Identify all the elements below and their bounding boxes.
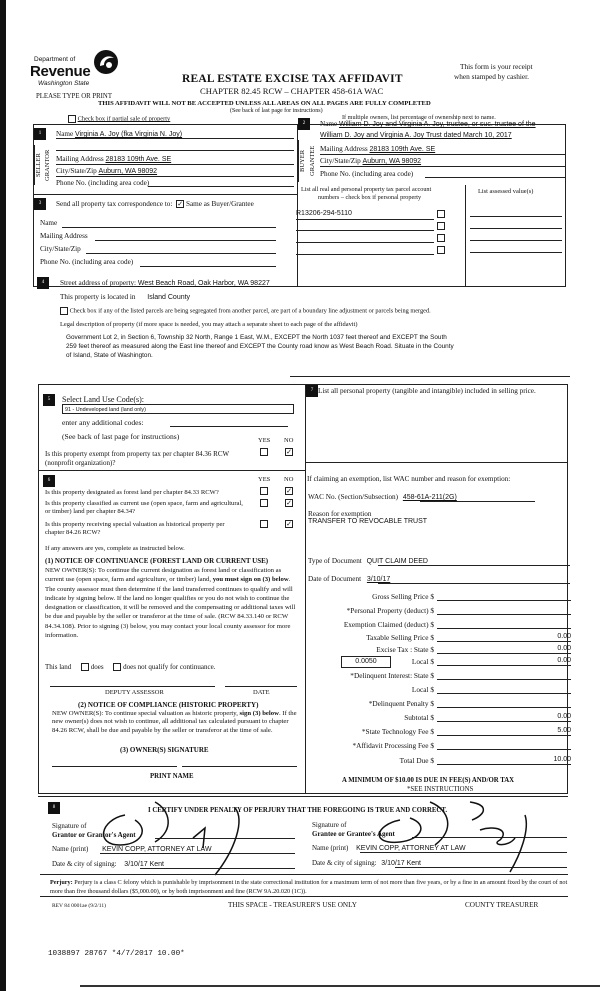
grantor-name-label: Name (print) — [52, 845, 89, 853]
doc-type-row — [308, 557, 428, 565]
same-as-buyer-label: Same as Buyer/Grantee — [185, 200, 254, 208]
section-7-badge: 7 — [306, 385, 318, 397]
owner-signature-field-2[interactable] — [182, 766, 297, 767]
see-instructions-note: *SEE INSTRUCTIONS — [407, 786, 474, 793]
grantee-name-label: Name (print) — [312, 844, 349, 852]
this-land-label: This land — [45, 663, 72, 671]
corr-name-field[interactable] — [62, 227, 276, 228]
parcels-header-1: List all real and personal property tax parcel account — [301, 186, 432, 193]
rule — [378, 565, 570, 566]
perjury-note — [50, 878, 568, 896]
minimum-due-note: A MINIMUM OF $10.00 IS DUE IN FEE(S) AND/OR TAX — [342, 777, 515, 784]
washington-state-label: Washington State — [38, 80, 90, 87]
legal-description-line3[interactable]: of Island, State of Washington. — [66, 352, 153, 359]
processing-fee-field[interactable] — [437, 741, 571, 750]
divider — [38, 796, 568, 797]
located-field[interactable]: Island County — [147, 294, 191, 301]
print-name-label: PRINT NAME — [150, 773, 194, 780]
grantee-signature-scribble — [360, 800, 550, 880]
personal-property-checkbox-1[interactable] — [437, 210, 445, 218]
grantee-sig-label-1: Signature of — [312, 821, 347, 829]
corr-city-label: City/State/Zip — [40, 245, 81, 253]
correspondence-row — [56, 200, 254, 208]
buyer-mailing-label: Mailing Address — [320, 145, 368, 153]
doc-date-label: Date of Document — [308, 575, 362, 583]
processing-fee-label: *Affidavit Processing Fee $ — [352, 741, 434, 750]
continuance-row — [45, 663, 215, 671]
notice-compliance-text — [52, 710, 302, 735]
corr-phone-field[interactable] — [140, 266, 276, 267]
notice-bold: sign (3) below — [239, 710, 279, 717]
notice-continuance-title: (1) NOTICE OF CONTINUANCE (FOREST LAND OR CURRENT USE) — [45, 557, 269, 565]
land-use-label: Select Land Use Code(s): — [62, 395, 144, 404]
rule — [320, 154, 565, 155]
reason-field[interactable]: TRANSFER TO REVOCABLE TRUST — [308, 518, 428, 525]
rule — [378, 583, 570, 584]
yes-header-2: YES — [258, 476, 271, 483]
personal-property-checkbox-2[interactable] — [437, 222, 445, 230]
seller-name-field[interactable]: Virginia A. Joy (fka Virginia N. Joy) — [74, 131, 183, 138]
grantor-date-label: Date & city of signing: — [52, 860, 117, 868]
delinquent-interest-local-field[interactable] — [437, 685, 571, 694]
seller-label: SELLER — [35, 153, 42, 177]
form-subtitle: CHAPTER 82.45 RCW – CHAPTER 458-61A WAC — [200, 86, 384, 96]
buyer-name-field[interactable]: William D. Joy and Virginia A. Joy, trustee, or suc. trustee of the — [338, 121, 536, 128]
scan-edge — [0, 0, 6, 991]
grantee-label: GRANTEE — [309, 145, 316, 177]
seller-city-field[interactable]: Auburn, WA 98092 — [98, 168, 158, 175]
notice-bold: you must sign on (3) below — [212, 576, 289, 584]
seller-mailing-label: Mailing Address — [56, 155, 104, 163]
additional-codes-field[interactable] — [170, 426, 288, 427]
buyer-mailing-row — [320, 145, 435, 153]
doc-type-field[interactable]: QUIT CLAIM DEED — [366, 558, 428, 565]
taxable-price-field[interactable]: 0.00 — [437, 633, 571, 642]
parcel-number-1[interactable]: R13206-294-5110 — [296, 210, 352, 217]
exemption-deduct-field[interactable] — [437, 620, 571, 629]
delinquent-interest-local-label: Local $ — [411, 685, 434, 694]
gross-price-field[interactable] — [437, 592, 571, 601]
rule — [296, 219, 434, 220]
buyer-city-field[interactable]: Auburn, WA 98092 — [362, 158, 422, 165]
tech-fee-field[interactable]: 5.00 — [437, 727, 571, 736]
cashier-stamp: 1038897 28767 *4/7/2017 10.00* — [48, 950, 185, 958]
form-number: REV 84 0001ae (9/2/11) — [52, 903, 106, 909]
legal-description-line2[interactable]: 259 feet thereof as measured along the East line thereof and EXCEPT the County road know as West Beach Road. Situate in the County — [66, 343, 454, 350]
assessor-date-label: DATE — [253, 689, 270, 696]
grantee-name-field[interactable]: KEVIN COPP, ATTORNEY AT LAW — [356, 845, 466, 852]
seller-phone-field[interactable] — [148, 186, 294, 187]
buyer-phone-field[interactable] — [425, 177, 565, 178]
scan-edge-bottom — [80, 985, 600, 987]
rule — [56, 138, 294, 139]
subtotal-label: Subtotal $ — [404, 713, 434, 722]
segregated-label: Check box if any of the listed parcels are being segregated from another parcel, are part of a boundary line adjustment or parcels being merged. — [69, 307, 431, 315]
assessor-date-field[interactable] — [225, 686, 297, 687]
historic-yes-checkbox[interactable] — [260, 520, 268, 528]
deputy-assessor-label: DEPUTY ASSESSOR — [105, 689, 164, 696]
delinquent-penalty-field[interactable] — [437, 699, 571, 708]
assessed-value-4[interactable] — [470, 252, 562, 253]
section-2-badge: 2 — [298, 118, 310, 130]
section-4-badge: 4 — [37, 277, 49, 289]
land-use-select[interactable]: 91 - Undeveloped land (land only) — [62, 404, 294, 414]
grantor-sig-label-1: Signature of — [52, 822, 87, 830]
receipt-note-1: This form is your receipt — [460, 62, 533, 71]
deputy-assessor-field[interactable] — [50, 686, 215, 687]
legal-label: Legal description of property (if more space is needed, you may attach a separate sheet to each page of the affidavit) — [60, 321, 358, 328]
street-field[interactable]: West Beach Road, Oak Harbor, WA 98227 — [137, 280, 270, 287]
partial-sale-row — [68, 115, 170, 123]
seller-city-label: City/State/Zip — [56, 167, 97, 175]
grantor-signature-scribble — [95, 800, 255, 880]
no-header-2: NO — [284, 476, 294, 483]
rule — [33, 194, 297, 195]
notice-text: NEW OWNER(S): To continue special valuation as historic property, — [52, 710, 238, 717]
excise-state-label: Excise Tax : State $ — [376, 645, 434, 654]
grantee-date-field[interactable]: 3/10/17 Kent — [381, 860, 421, 867]
partial-sale-label: Check box if partial sale of property — [77, 115, 171, 123]
owner-signature-field-1[interactable] — [52, 766, 177, 767]
exempt-yes-checkbox[interactable] — [260, 448, 268, 456]
receipt-note-2: when stamped by cashier. — [454, 72, 529, 81]
seller-mailing-field[interactable]: 28183 109th Ave. SE — [105, 156, 172, 163]
grantor-sig-label-2: Grantor or Grantor's Agent — [52, 831, 136, 839]
form-title: REAL ESTATE EXCISE TAX AFFIDAVIT — [182, 73, 403, 85]
segregated-checkbox[interactable] — [60, 307, 68, 315]
corr-mailing-label: Mailing Address — [40, 232, 88, 240]
delinquent-interest-state-label: *Delinquent Interest: State $ — [350, 671, 434, 680]
parcel-number-3[interactable] — [296, 242, 434, 243]
grantee-side-label — [309, 140, 317, 182]
total-due-field[interactable]: 10.00 — [437, 756, 571, 765]
buyer-phone-label: Phone No. (including area code) — [320, 170, 414, 178]
divider — [465, 185, 466, 287]
personal-property-label: List all personal property (tangible and intangible) included in selling price. — [318, 387, 536, 395]
notice-continuance-text — [45, 566, 297, 640]
see-back-note: (See back of last page for instructions) — [230, 108, 323, 114]
perjury-text: Perjury is a class C felony which is punishable by imprisonment in the state correctional institution for a maximum term of not more than five years, or by a fine in an amount fixed by the court of not more than five thousand dollars ($5,000.00), or by both imprisonment and fine (RCW 9A.20.020 (1C)). — [50, 879, 568, 895]
assessed-value-1[interactable] — [470, 216, 562, 217]
parcels-header-2: numbers – check box if personal property — [318, 194, 422, 201]
seller-city-row — [56, 167, 157, 175]
delinquent-interest-state-field[interactable] — [437, 671, 571, 680]
forest-land-question: Is this property designated as forest land per chapter 84.33 RCW? — [45, 489, 219, 496]
additional-codes-label: enter any additional codes: — [62, 418, 144, 427]
personal-property-deduct-field[interactable] — [437, 606, 571, 615]
corr-city-field[interactable] — [86, 253, 276, 254]
does-not-qualify-checkbox[interactable] — [113, 663, 121, 671]
treasurer-space-label: THIS SPACE - TREASURER'S USE ONLY — [228, 901, 357, 909]
section-1-badge: 1 — [34, 128, 46, 140]
grantee-sig-label-2: Grantee or Grantee's Agent — [312, 830, 395, 838]
no-header: NO — [284, 437, 294, 444]
seller-name-label: Name — [56, 130, 74, 138]
buyer-mailing-field[interactable]: 28183 109th Ave. SE — [369, 146, 436, 153]
grantor-name-field[interactable]: KEVIN COPP, ATTORNEY AT LAW — [102, 846, 212, 853]
exempt-question: Is this property exempt from property tax per chapter 84.36 RCW (nonprofit organization)? — [45, 450, 229, 467]
grantor-side-label — [44, 145, 52, 185]
reason-label: Reason for exemption — [308, 510, 372, 518]
segregated-row — [60, 307, 431, 315]
delinquent-penalty-label: *Delinquent Penalty $ — [368, 699, 434, 708]
personal-property-checkbox-3[interactable] — [437, 234, 445, 242]
please-type: PLEASE TYPE OR PRINT — [36, 93, 112, 100]
current-use-yes-checkbox[interactable] — [260, 499, 268, 507]
same-as-buyer-checkbox[interactable]: ✓ — [177, 200, 184, 209]
exemption-label: If claiming an exemption, list WAC number and reason for exemption: — [307, 475, 511, 483]
wac-field[interactable]: 458-61A-211(2G) — [402, 494, 457, 501]
dor-swirl-icon — [92, 48, 120, 76]
notice-text: . The county assessor must then determine if the land transferred continues to qualify and will indicate by signing below. If the land no longer qualifies or you do not wish to continue the designation or classification, it will be removed and the compensating or additional taxes will be due and payable by the seller or transferor at the time of sale. (RCW 84.33.140 or RCW 84.34.108). Prior to signing (3) below, you may contact your local county assessor for more information. — [45, 576, 296, 640]
historic-question: Is this property receiving special valuation as historical property per chapter 84.26 RCW? — [45, 521, 225, 536]
subtotal-field[interactable]: 0.00 — [437, 713, 571, 722]
grantee-date-label: Date & city of signing: — [312, 859, 377, 867]
rule — [320, 166, 565, 167]
excise-local-field[interactable]: 0.00 — [437, 657, 571, 666]
wac-row — [308, 493, 457, 501]
divider — [40, 874, 568, 875]
located-row — [60, 293, 190, 301]
historic-no-checkbox[interactable]: ✓ — [286, 520, 292, 528]
forest-yes-checkbox[interactable] — [260, 487, 268, 495]
current-use-no-checkbox[interactable]: ✓ — [286, 499, 292, 507]
assessed-header: List assessed value(s) — [478, 188, 534, 195]
corr-mailing-field[interactable] — [95, 240, 276, 241]
correspondence-label: Send all property tax correspondence to: — [56, 200, 173, 208]
certify-statement: I CERTIFY UNDER PENALTY OF PERJURY THAT THE FOREGOING IS TRUE AND CORRECT. — [148, 807, 448, 814]
local-rate-box[interactable]: 0.0050 — [341, 656, 391, 668]
seller-name-row — [56, 130, 182, 138]
notice-text: . If the new owner(s) does not wish to continue, all additional tax calculated pursuant to chapter 84.26 RCW, shall be due and payable by the seller or transferor at the time of sale. — [52, 710, 297, 734]
grantor-date-field[interactable]: 3/10/17 Kent — [124, 861, 164, 868]
divider — [297, 185, 298, 287]
seller-mailing-row — [56, 155, 171, 163]
buyer-name-label: Name — [320, 120, 338, 128]
corr-name-label: Name — [40, 219, 58, 227]
corr-phone-label: Phone No. (including area code) — [40, 258, 134, 266]
buyer-label: BUYER — [299, 149, 306, 173]
located-label: This property is located in — [60, 293, 136, 301]
does-qualify-checkbox[interactable] — [81, 663, 89, 671]
rule — [290, 376, 570, 377]
owner-signature-title: (3) OWNER(S) SIGNATURE — [120, 746, 209, 754]
land-use-see-back: (See back of last page for instructions) — [62, 432, 180, 441]
buyer-phone-row — [320, 170, 413, 178]
grantor-label: GRANTOR — [44, 149, 51, 181]
parcel-number-4[interactable] — [296, 254, 434, 255]
tech-fee-label: *State Technology Fee $ — [361, 727, 434, 736]
rule — [56, 176, 294, 177]
excise-local-label: Local $ — [411, 657, 434, 666]
street-label: Street address of property: — [60, 279, 137, 287]
section-8-badge: 8 — [48, 802, 60, 814]
dor-logo — [30, 46, 120, 94]
rule — [56, 164, 294, 165]
divider — [305, 462, 568, 463]
wac-label: WAC No. (Section/Subsection) — [308, 493, 399, 501]
legal-description-line1[interactable]: Government Lot 2, in Section 6, Township 32 North, Range 1 East, W.M., EXCEPT the North 1037 feet thereof and EXCEPT the South — [66, 334, 447, 341]
assessed-value-3[interactable] — [470, 240, 562, 241]
buyer-city-row — [320, 157, 421, 165]
current-use-question: Is this property classified as current use (open space, farm and agricultural, or timber) land per chapter 84.34? — [45, 500, 243, 515]
street-row — [60, 279, 270, 287]
notice-text: NEW OWNER(S): To continue the current designation as forest land or classification as current use (open space, farm and agriculture, or timber) land, — [45, 567, 282, 584]
yes-header: YES — [258, 437, 271, 444]
rule — [420, 501, 535, 502]
doc-date-field[interactable]: 3/10/17 — [366, 576, 391, 583]
dept-label: Department of — [34, 56, 76, 63]
rule — [56, 150, 294, 151]
county-treasurer-label: COUNTY TREASURER — [465, 901, 539, 909]
taxable-price-label: Taxable Selling Price $ — [366, 633, 434, 642]
revenue-wordmark: Revenue — [30, 63, 91, 80]
multiple-owners-note: If multiple owners, list percentage of ownership next to name. — [342, 114, 496, 121]
exemption-deduct-label: Exemption Claimed (deduct) $ — [343, 620, 434, 629]
excise-state-field[interactable]: 0.00 — [437, 645, 571, 654]
buyer-city-label: City/State/Zip — [320, 157, 361, 165]
partial-sale-checkbox[interactable] — [68, 115, 76, 123]
perjury-bold: Perjury: — [50, 879, 73, 886]
personal-property-deduct-label: *Personal Property (deduct) $ — [346, 606, 434, 615]
divider — [40, 896, 568, 897]
total-due-label: Total Due $ — [399, 756, 434, 765]
doc-type-label: Type of Document — [308, 557, 362, 565]
notice-compliance-title: (2) NOTICE OF COMPLIANCE (HISTORIC PROPERTY) — [78, 701, 259, 709]
gross-price-label: Gross Selling Price $ — [372, 592, 434, 601]
seller-phone-label: Phone No. (including area code) — [56, 179, 150, 187]
assessed-value-2[interactable] — [470, 228, 562, 229]
does-not-label: does not qualify for continuance. — [123, 663, 216, 671]
section-5-badge: 5 — [43, 394, 55, 406]
seller-phone-row — [56, 179, 149, 187]
buyer-name-field-line2[interactable]: William D. Joy and Virginia A. Joy Trust dated March 10, 2017 — [320, 132, 512, 139]
divider — [38, 470, 305, 471]
exempt-no-checkbox[interactable]: ✓ — [286, 448, 292, 456]
doc-date-row — [308, 575, 390, 583]
does-label: does — [90, 663, 104, 671]
forest-no-checkbox[interactable]: ✓ — [286, 487, 292, 495]
section-6-badge: 6 — [43, 475, 55, 487]
instructed-note: If any answers are yes, complete as instructed below. — [45, 545, 185, 552]
parcel-number-2[interactable] — [296, 230, 434, 231]
acceptance-warning: THIS AFFIDAVIT WILL NOT BE ACCEPTED UNLESS ALL AREAS ON ALL PAGES ARE FULLY COMPLETED — [98, 100, 431, 107]
personal-property-checkbox-4[interactable] — [437, 246, 445, 254]
buyer-name-row — [320, 120, 536, 128]
section-3-badge: 3 — [34, 198, 46, 210]
